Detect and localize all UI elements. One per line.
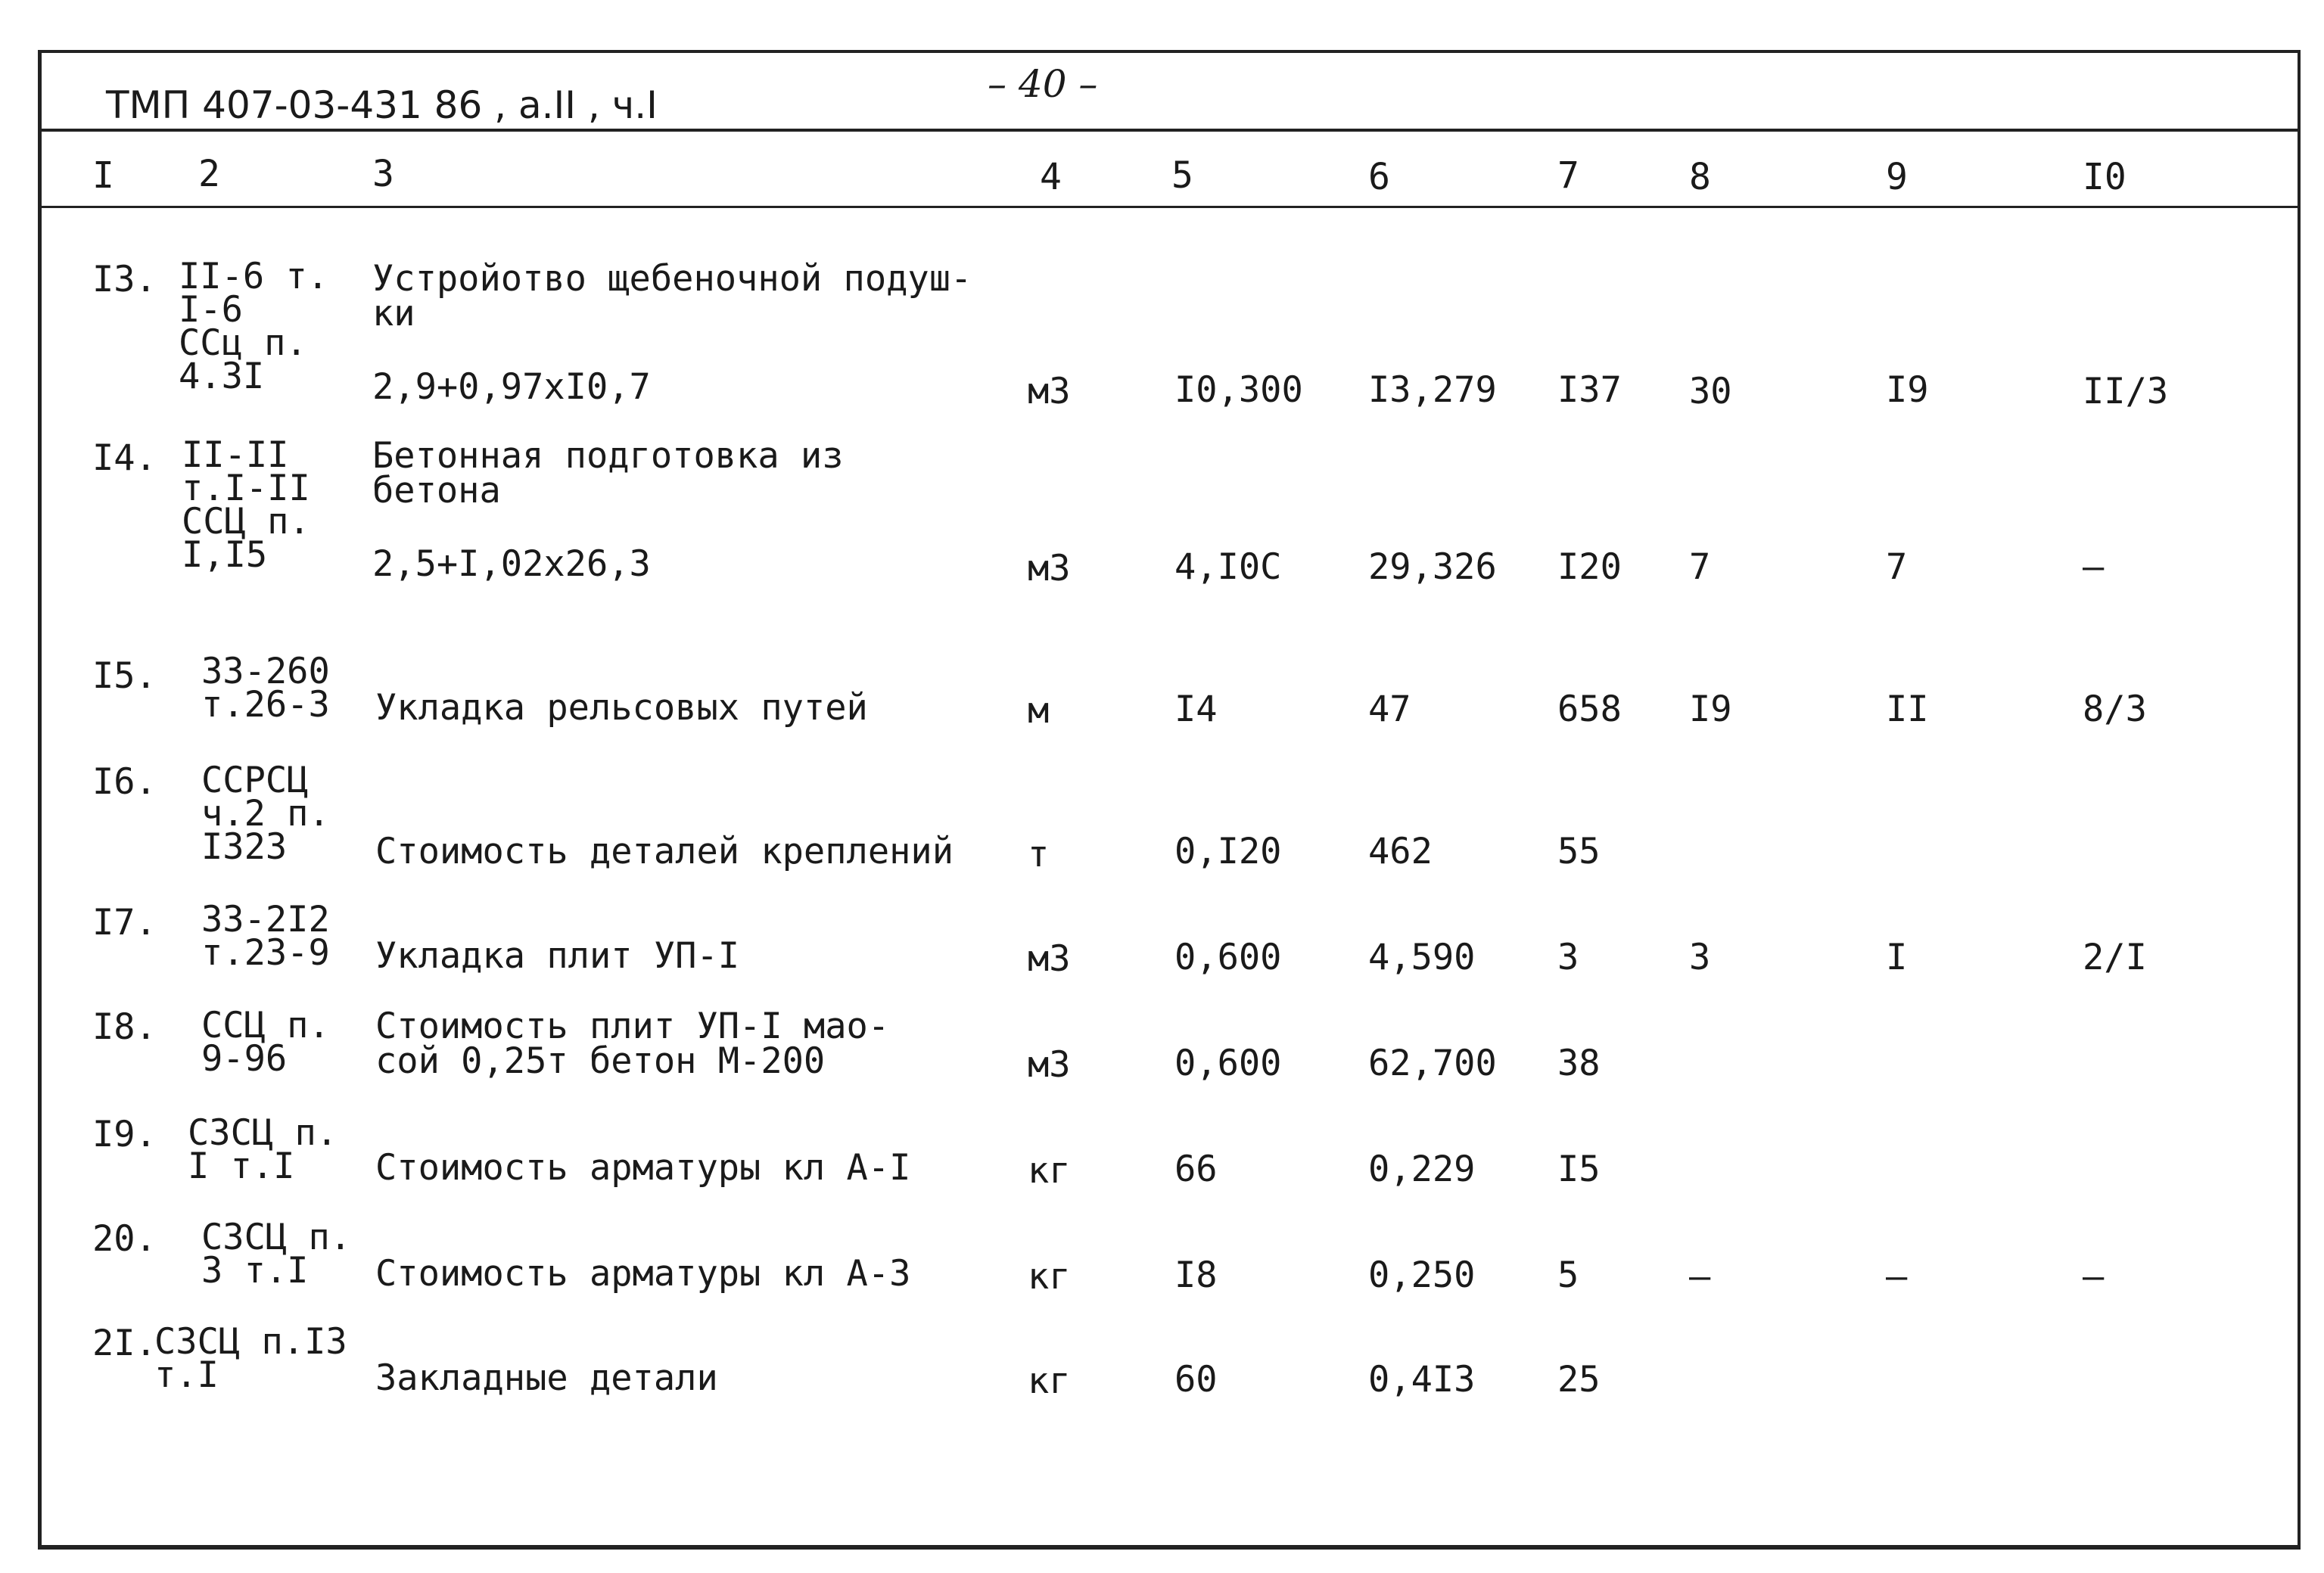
volume-formula: 2,9+0,97хI0,7	[372, 366, 651, 408]
unit-price-cell: 0,4I3	[1368, 1359, 1476, 1400]
col8-cell: –	[1689, 1256, 1711, 1298]
col8-cell: 3	[1689, 937, 1711, 978]
row-number: I9.	[92, 1114, 157, 1155]
document-code: ТМП 407-03-431 86 , а.II , ч.I	[106, 83, 658, 127]
col-header-6: 6	[1368, 156, 1390, 198]
quantity-cell: 66	[1174, 1149, 1218, 1190]
total-cost-cell: 3	[1557, 937, 1579, 978]
col9-cell: 7	[1886, 546, 1908, 588]
col-header-5: 5	[1171, 154, 1193, 197]
quantity-cell: I4	[1174, 689, 1218, 730]
unit-cell: м3	[1028, 548, 1071, 589]
volume-formula: 2,5+I,02х26,3	[372, 543, 651, 585]
work-description: Закладные детали	[375, 1357, 718, 1399]
total-cost-cell: I37	[1557, 369, 1622, 411]
unit-price-cell: 4,590	[1368, 937, 1476, 978]
work-description: Стоимость арматуры кл А-I	[375, 1147, 911, 1189]
unit-price-cell: I3,279	[1368, 369, 1497, 411]
work-description: Укладка рельсовых путей	[375, 687, 868, 729]
col9-cell: II	[1886, 689, 1929, 730]
col10-cell: 8/3	[2083, 689, 2147, 730]
norm-reference: II-6 т. I-6 ССц п. 4.3I	[179, 256, 329, 397]
col10-cell: –	[2083, 1256, 2105, 1298]
work-description: Стоимость деталей креплений	[375, 831, 954, 872]
row-number: I3.	[92, 259, 157, 300]
col10-cell: 2/I	[2083, 937, 2147, 978]
row-number: I6.	[92, 761, 157, 803]
page-number: – 40 –	[988, 62, 1098, 106]
row-number: I4.	[92, 437, 157, 479]
col-header-4: 4	[1040, 156, 1062, 198]
norm-reference: СЗСЦ п.I3 т.I	[154, 1321, 347, 1396]
work-description: Стоимость арматуры кл А-3	[375, 1253, 911, 1295]
norm-reference: ССРСЦ ч.2 п. I323	[201, 760, 330, 868]
norm-reference: СЗСЦ п. I т.I	[188, 1112, 338, 1187]
unit-price-cell: 62,700	[1368, 1043, 1497, 1084]
quantity-cell: 60	[1174, 1359, 1218, 1400]
norm-reference: 33-260 т.26-3	[201, 651, 330, 726]
norm-reference: II-II т.I-II ССЦ п. I,I5	[182, 434, 310, 576]
col9-cell: I9	[1886, 369, 1929, 411]
total-cost-cell: 5	[1557, 1254, 1579, 1296]
unit-cell: кг	[1028, 1150, 1071, 1192]
col9-cell: I	[1886, 937, 1908, 978]
unit-cell: кг	[1028, 1360, 1071, 1402]
quantity-cell: 0,I20	[1174, 831, 1282, 872]
unit-cell: м3	[1028, 938, 1071, 980]
quantity-cell: 0,600	[1174, 937, 1282, 978]
total-cost-cell: 658	[1557, 689, 1622, 730]
row-number: 20.	[92, 1218, 157, 1260]
norm-reference: 33-2I2 т.23-9	[201, 899, 330, 974]
unit-cell: м	[1028, 690, 1050, 732]
unit-price-cell: 0,250	[1368, 1254, 1476, 1296]
unit-cell: м3	[1028, 1044, 1071, 1086]
row-number: 2I.	[92, 1323, 157, 1364]
norm-reference: ССЦ п. 9-96	[201, 1005, 330, 1080]
total-cost-cell: 25	[1557, 1359, 1601, 1400]
col10-cell: –	[2083, 546, 2105, 588]
quantity-cell: I8	[1174, 1254, 1218, 1296]
total-cost-cell: 55	[1557, 831, 1601, 872]
work-description: Бетонная подготовка из бетона	[372, 435, 844, 511]
col-header-8: 8	[1689, 156, 1711, 198]
total-cost-cell: I20	[1557, 546, 1622, 588]
col8-cell: 30	[1689, 371, 1732, 412]
col-header-2: 2	[198, 153, 220, 195]
unit-cell: т	[1028, 834, 1050, 875]
unit-cell: м3	[1028, 371, 1071, 412]
col8-cell: 7	[1689, 546, 1711, 588]
column-header-rule	[38, 206, 2301, 208]
row-number: I7.	[92, 902, 157, 943]
unit-price-cell: 29,326	[1368, 546, 1497, 588]
col-header-1: I	[92, 154, 114, 197]
unit-price-cell: 462	[1368, 831, 1433, 872]
col-header-3: 3	[372, 153, 394, 195]
col-header-7: 7	[1557, 154, 1579, 197]
work-description: Укладка плит УП-I	[375, 935, 740, 977]
work-description: Устройотво щебеночной подуш- ки	[372, 258, 972, 334]
quantity-cell: 4,I0C	[1174, 546, 1282, 588]
unit-price-cell: 0,229	[1368, 1149, 1476, 1190]
total-cost-cell: I5	[1557, 1149, 1601, 1190]
quantity-cell: 0,600	[1174, 1043, 1282, 1084]
total-cost-cell: 38	[1557, 1043, 1601, 1084]
col10-cell: II/3	[2083, 371, 2169, 412]
unit-price-cell: 47	[1368, 689, 1411, 730]
col8-cell: I9	[1689, 689, 1732, 730]
header-rule	[38, 129, 2301, 132]
unit-cell: кг	[1028, 1256, 1071, 1298]
work-description: Стоимость плит УП-I мао- сой 0,25т бетон М-200	[375, 1006, 890, 1082]
quantity-cell: I0,300	[1174, 369, 1303, 411]
col9-cell: –	[1886, 1256, 1908, 1298]
col-header-9: 9	[1886, 156, 1908, 198]
row-number: I8.	[92, 1006, 157, 1048]
norm-reference: СЗСЦ п. 3 т.I	[201, 1217, 352, 1292]
row-number: I5.	[92, 655, 157, 697]
col-header-10: I0	[2083, 156, 2126, 198]
